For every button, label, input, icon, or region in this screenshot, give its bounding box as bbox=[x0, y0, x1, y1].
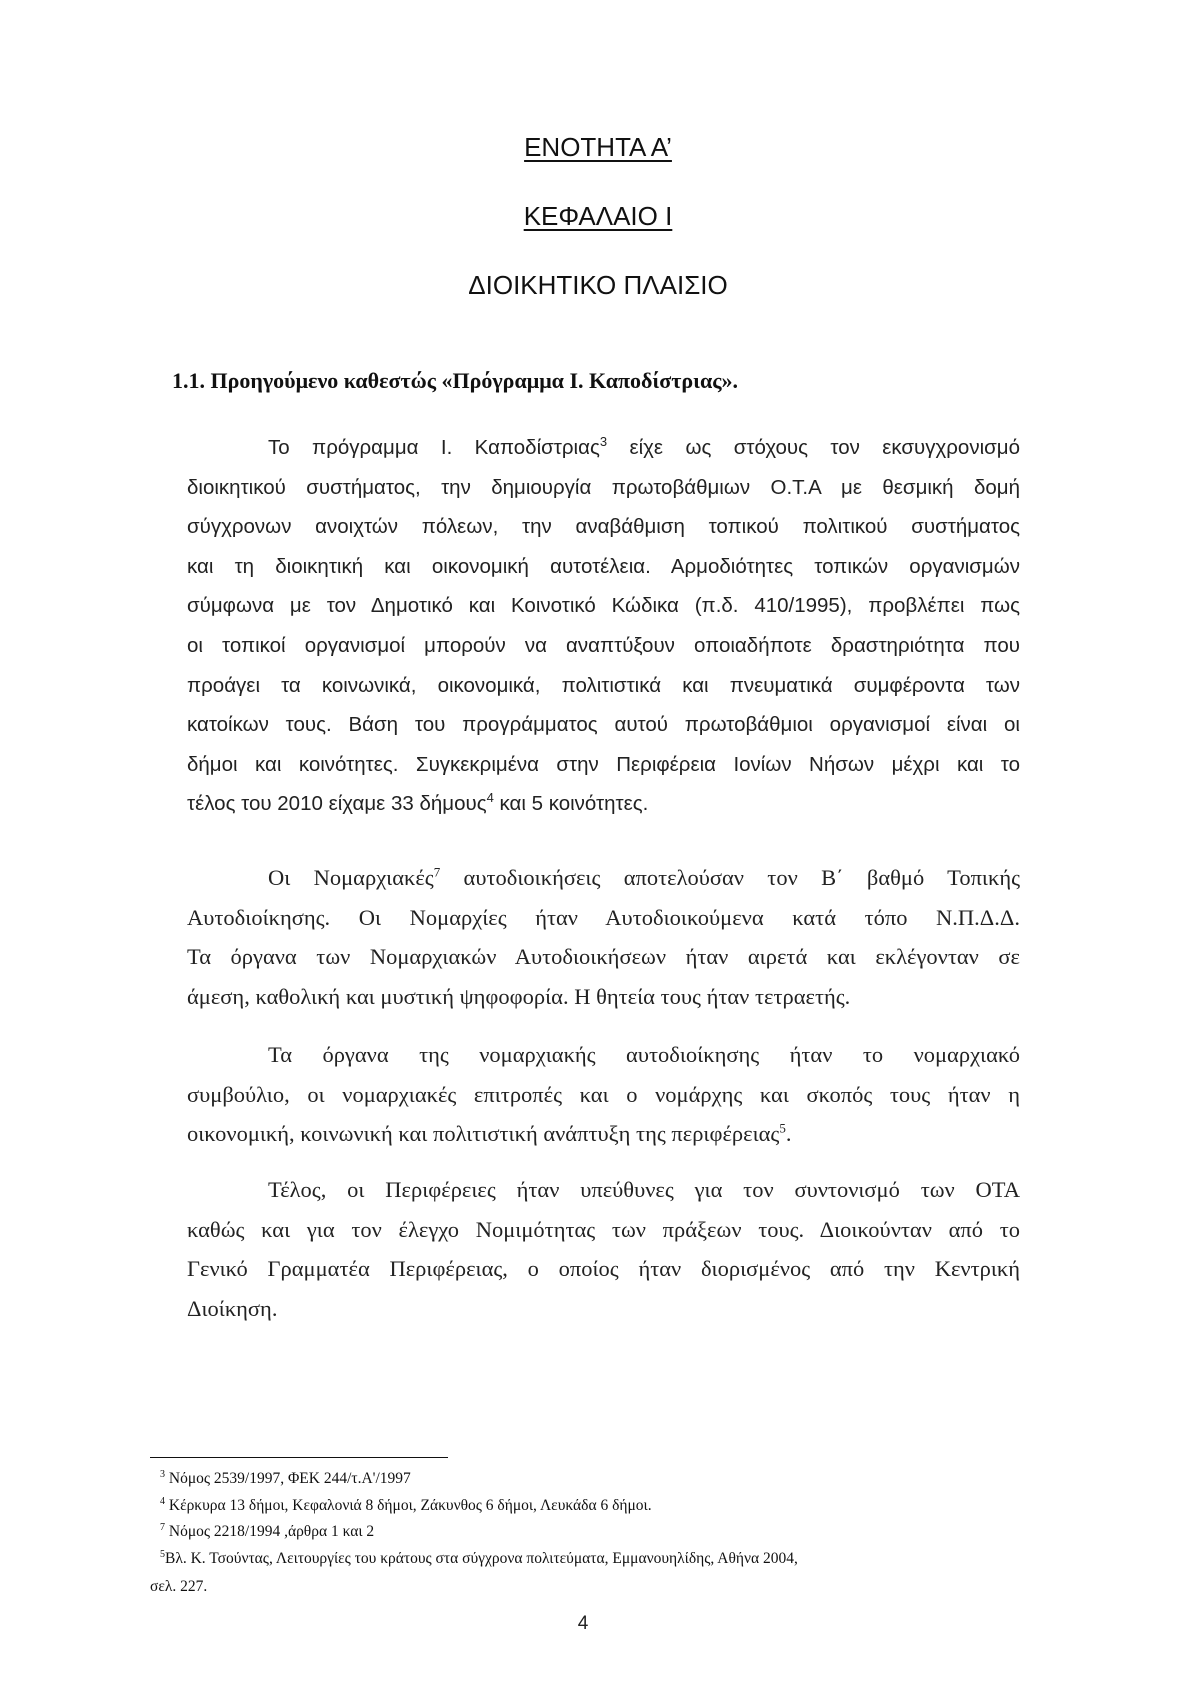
paragraph-line: καθώς και για τον έλεγχο Νομιμότητας των πράξεων τους. Διοικούνταν από το bbox=[187, 1216, 1020, 1242]
paragraph-line: δήμοι και κοινότητες. Συγκεκριμένα στην Περιφέρεια Ιονίων Νήσων μέχρι και το bbox=[187, 752, 1020, 776]
paragraph-line: διοικητικού συστήματος, την δημιουργία πρωτοβάθμιων Ο.Τ.Α με θεσμική δομή bbox=[187, 475, 1020, 499]
footnote-5: $^5$Βλ. Κ. Τσούντας, Λειτουργίες του κράτους στα σύγχρονα πολιτεύματα, Εμμανουηλίδης, Αθήνα 2004, bbox=[160, 1548, 798, 1567]
footnote-ref: 3 bbox=[599, 434, 608, 450]
unit-heading: ΕΝΟΤΗΤΑ Α’ bbox=[524, 132, 672, 162]
chapter-heading: ΚΕΦΑΛΑΙΟ Ι bbox=[523, 201, 673, 231]
footnote-7: $^7$ Νόμος 2218/1994 ,άρθρα 1 και 2 bbox=[160, 1521, 375, 1540]
footnote-3: $^3$ Νόμος 2539/1997, ΦΕΚ 244/τ.Α'/1997 bbox=[160, 1468, 411, 1487]
paragraph-line: Τα όργανα των Νομαρχιακών Αυτοδιοικήσεων ήταν αιρετά και εκλέγονταν σε bbox=[187, 944, 1020, 970]
paragraph-line: Τέλος, οι Περιφέρειες ήταν υπεύθυνες για τον συντονισμό των ΟΤΑ bbox=[268, 1177, 1020, 1202]
paragraph-line: και τη διοικητική και οικονομική αυτοτέλεια. Αρμοδιότητες τοπικών οργανισμών bbox=[187, 554, 1020, 578]
chapter-title: ΔΙΟΙΚΗΤΙΚΟ ΠΛΑΙΣΙΟ bbox=[468, 270, 728, 300]
footnote-ref: 5 bbox=[779, 1120, 786, 1136]
paragraph-line: Διοίκηση. bbox=[187, 1295, 278, 1321]
paragraph-line: Γενικό Γραμματέα Περιφέρειας, ο οποίος ήταν διορισμένος από την Κεντρική bbox=[187, 1256, 1020, 1282]
paragraph-line: προάγει τα κοινωνικά, οικονομικά, πολιτιστικά και πνευματικά συμφέροντα των bbox=[187, 673, 1020, 697]
paragraph-line: κατοίκων τους. Βάση του προγράμματος αυτού πρωτοβάθμιοι οργανισμοί είναι οι bbox=[187, 713, 1020, 737]
paragraph-line: άμεση, καθολική και μυστική ψηφοφορία. Η θητεία τους ήταν τετραετής. bbox=[187, 983, 851, 1009]
page-number: 4 bbox=[577, 1613, 589, 1634]
paragraph-1 bbox=[187, 428, 1020, 824]
paragraph-line: συμβούλιο, οι νομαρχιακές επιτροπές και ο νομάρχης και σκοπός τους ήταν η bbox=[187, 1081, 1020, 1107]
footnote-ref: 4 bbox=[486, 790, 494, 806]
footnote-separator bbox=[150, 1457, 448, 1458]
section-title: 1.1. Προηγούμενο καθεστώς «Πρόγραμμα Ι. Καποδίστριας». bbox=[172, 368, 739, 393]
paragraph-2 bbox=[187, 858, 1020, 1016]
paragraph-line: οικονομική, κοινωνική και πολιτιστική ανάπτυξη της περιφέρειας$^5$. bbox=[187, 1120, 792, 1147]
paragraph-line: Τα όργανα της νομαρχιακής αυτοδιοίκησης ήταν το νομαρχιακό bbox=[268, 1042, 1020, 1067]
paragraph-4 bbox=[187, 1170, 1020, 1328]
footnote-4: $^4$ Κέρκυρα 13 δήμοι, Κεφαλονιά 8 δήμοι, Ζάκυνθος 6 δήμοι, Λευκάδα 6 δήμοι. bbox=[160, 1495, 652, 1514]
paragraph-line: σύγχρονων ανοιχτών πόλεων, την αναβάθμιση τοπικού πολιτικού συστήματος bbox=[187, 515, 1020, 539]
paragraph-line: οι τοπικοί οργανισμοί μπορούν να αναπτύξουν οποιαδήποτε δραστηριότητα που bbox=[187, 633, 1020, 657]
paragraph-3 bbox=[187, 1035, 1020, 1154]
paragraph-line: σύμφωνα με τον Δημοτικό και Κοινοτικό Κώδικα (π.δ. 410/1995), προβλέπει πως bbox=[187, 594, 1020, 618]
paragraph-line: τέλος του 2010 είχαμε 33 δήμους$^4$ και 5 κοινότητες. bbox=[187, 790, 649, 816]
paragraph-line: Αυτοδιοίκησης. Οι Νομαρχίες ήταν Αυτοδιοικούμενα κατά τόπο Ν.Π.Δ.Δ. bbox=[187, 904, 1020, 930]
footnote-5-continuation: σελ. 227. bbox=[150, 1578, 208, 1595]
footnote-ref: 7 bbox=[433, 864, 441, 880]
paragraph-line: Το πρόγραμμα Ι. Καποδίστριας$^3$ είχε ως στόχους τον εκσυγχρονισμό bbox=[268, 434, 1020, 459]
paragraph-line: Οι Νομαρχιακές$^7$ αυτοδιοικήσεις αποτελούσαν τον Β΄ βαθμό Τοπικής bbox=[268, 864, 1020, 890]
